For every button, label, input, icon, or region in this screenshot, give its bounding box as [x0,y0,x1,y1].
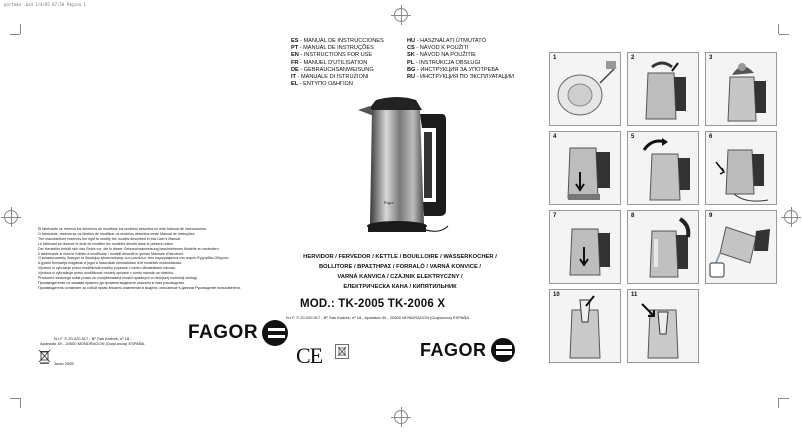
fagor-logo [420,338,515,362]
language-code: PL [407,59,415,66]
language-code: HU [407,38,416,44]
crop-mark [10,398,20,399]
disclaimer-line: Producent zastrzega sobie prawo do modyfikowania modeli opisanych w niniejszej instrukcji obsługi. [38,276,198,281]
disclaimer-line: Le fabricant se réserve le droit de modifier les modèles décrits dans le présent notice. [38,241,175,246]
language-code: SK [407,52,415,59]
brand-name: FAGOR [420,339,487,360]
language-title: INSTRUCTIONS FOR USE [303,52,373,59]
language-title: MANUEL D'UTILISATION [303,59,368,66]
kettle-filter-image [628,290,699,363]
product-names [284,252,516,292]
registration-mark [4,210,18,224]
disclaimer-line: O κατασκευαστής διατηρεί το δικαίωμα τροποποίησης των μοντέλων που περιγράφονται στο παρόν Εγχειρίδιο Οδηγιών. [38,256,230,261]
crop-mark [20,398,21,408]
language-list-left [291,38,384,88]
crop-mark [778,398,779,408]
language-title: MANUALE DI ISTRUZIONI [300,74,369,81]
language-item: HU - HASZNÁLATI ÚTMUTATÓ [407,38,486,44]
language-item: CS - NÁVOD K POUŽITÍ [407,45,469,52]
language-title: ИНСТРУКЦИЯ ЗА УПОТРЕБА [420,66,499,73]
ce-mark: CE [296,343,323,368]
step-panel [705,131,777,205]
step-number: 6 [709,134,713,140]
language-title: HASZNÁLATI ÚTMUTATÓ [420,38,486,44]
brand-name: FAGOR [188,322,259,343]
step-number: 11 [631,292,638,298]
fagor-logo-icon [491,338,515,362]
step-number: 1 [553,55,557,61]
step-panel [705,210,777,284]
product-line: VARNÁ KANVICA / CZAJNIK ELEKTRYCZNY / [337,274,463,280]
language-item: IT - MANUALE DI ISTRUZIONI [291,74,369,81]
crop-mark [778,24,779,34]
registration-mark [394,8,408,22]
fagor-logo-icon [262,320,288,346]
language-item: DE - GEBRAUCHSANWEISUNG [291,66,374,73]
product-line: HERVIDOR / FERVEDOR / KETTLE / BOUILLOIRE / WASSERKOCHER / [303,254,497,260]
language-title: ИНСТРУКЦИЯ ПО ЭКСПЛУАТАЦИИ [420,74,515,81]
kettle-base-image [550,53,621,126]
language-item: PL - INSTRUKCJA OBSŁUGI [407,59,481,66]
step-panel [549,210,621,284]
language-item: SK - NÁVOD NA POUŽITIE [407,52,477,59]
print-header: portada .qxd 1/4/05 07:58 Página 1 [4,2,86,7]
step-number: 7 [553,213,557,219]
address-line: N.I.F. F-20.020.517 - Bº San Andrés, nº 18 - Apartado 49 - 20500 MONDRAGON (Guipúzcoa) ESPAÑA [286,315,469,320]
step-panel [627,131,699,205]
kettle-image [550,211,621,284]
step-panel [705,52,777,126]
language-title: NÁVOD K POUŽITÍ [419,45,469,52]
language-code: DE [291,66,299,73]
language-item: ES - MANUAL DE INSTRUCCIONES [291,38,384,44]
address-line: Apartado 49 - 20500 MONDRAGON (Guipúzcoa) ESPAÑA [40,341,145,347]
disclaimer-line: Производителят си запазва правото да променя моделите описани в това ръководство. [38,280,186,285]
address-block [38,336,144,346]
language-code: PT [291,45,299,52]
address-line: N.I.F. F-20.020.517 - Bº San Andrés, nº 18 - [54,336,132,341]
registration-mark [784,210,798,224]
step-panel [627,210,699,284]
step-panel [549,289,621,363]
model-number: MOD.: TK-2005 TK-2006 X [300,298,446,310]
language-item: EL - ΕΝΤΥΠΟ ΟΔΗΓΙΩΝ [291,81,353,88]
kettle-image [706,132,777,205]
language-code: FR [291,59,299,66]
svg-text:Fagor: Fagor [384,200,394,205]
language-code: EL [291,81,299,88]
kettle-image [628,53,699,126]
registration-mark [394,410,408,424]
language-code: RU [407,74,416,81]
kettle-image [350,92,450,242]
step-number: 3 [709,55,713,61]
crossed-out-bin-icon [38,348,51,364]
language-title: NÁVOD NA POUŽITIE [419,52,477,59]
disclaimer [38,227,268,291]
language-code: IT [291,74,296,81]
step-number: 4 [553,134,557,140]
crop-mark [10,34,20,35]
language-title: MANUAL DE INSTRUÇÕES [303,45,374,52]
disclaimer-line: Výrobce si vyhrazuje právo modifikovat modely popsané v tomto uživatelském návodu. [38,266,177,271]
language-code: BG [407,66,416,73]
language-title: INSTRUKCJA OBSŁUGI [419,59,481,66]
date-label: Junio 2005 [54,361,74,366]
language-item: FR - MANUEL D'UTILISATION [291,59,368,66]
step-number: 5 [631,134,635,140]
fagor-logo [188,320,288,346]
disclaimer-line: A gyártó fenntartja magának a jogot a használati útmutatóban leírt modellek módosítására. [38,261,183,266]
crop-mark [779,34,789,35]
disclaimer-line: O fabricante, reserva-se os direitos de modificar os modelos descritos neste Manual de Instruções. [38,231,196,236]
product-line: ЕЛЕКТРИЧЕСКА КАНА / КИПЯТИЛЬНИК [343,284,457,290]
language-item: EN - INSTRUCTIONS FOR USE [291,52,373,59]
kettle-image [628,132,699,205]
disclaimer-line: The manufacturer reserves the right to modify the models described in this User's Manual. [38,236,182,241]
disclaimer-line: Výrobca si vyhradzuje právo modifikovať modely opísané v tomto návode na obsluhu. [38,271,175,276]
language-item: PT - MANUAL DE INSTRUÇÕES [291,45,374,52]
crop-mark [20,24,21,34]
kettle-image [628,211,699,284]
kettle-filter-image [550,290,621,363]
language-title: GEBRAUCHSANWEISUNG [303,66,374,73]
disclaimer-line: Il fabbricante si riserva il diritto a modificare i modelli descritti in questo Manuale d'Istruzioni. [38,251,184,256]
crop-mark [779,398,789,399]
language-item: BG - ИНСТРУКЦИЯ ЗА УПОТРЕБА [407,66,499,73]
step-panel [549,52,621,126]
language-title: MANUAL DE INSTRUCCIONES [303,38,384,44]
language-code: CS [407,45,415,52]
language-title: ΕΝΤΥΠΟ ΟΔΗΓΙΩΝ [303,81,353,88]
step-panel [627,52,699,126]
disclaimer-line: Der Hersteller behält sich das Recht vor, die in dieser Gebrauchsanweisung beschriebenen Modelle zu verändern. [38,246,220,251]
language-list-right [407,38,514,81]
kettle-image [550,132,621,205]
step-number: 8 [631,213,635,219]
step-number: 9 [709,213,713,219]
product-line: BOLLITORE / ΒΡΑΣΤΗΡΑΣ / FORRALÓ / VARNÁ KONVICE / [318,264,482,270]
pouring-kettle-image [706,211,777,284]
step-number: 10 [553,292,560,298]
kettle-image [706,53,777,126]
language-code: EN [291,52,299,59]
step-panel [627,289,699,363]
step-number: 2 [631,55,635,61]
language-code: ES [291,38,299,44]
disclaimer-line: El fabricante se reserva los derechos de modificar los modelos descritos en este Manual de Instrucciones. [38,227,207,231]
crossed-out-bin-icon [335,344,349,359]
step-panel [549,131,621,205]
disclaimer-line: Производитель оставляет за собой право вносить изменения в модели, описанные в данном Руководстве пользователя. [38,285,241,290]
language-item: RU - ИНСТРУКЦИЯ ПО ЭКСПЛУАТАЦИИ [407,74,515,81]
